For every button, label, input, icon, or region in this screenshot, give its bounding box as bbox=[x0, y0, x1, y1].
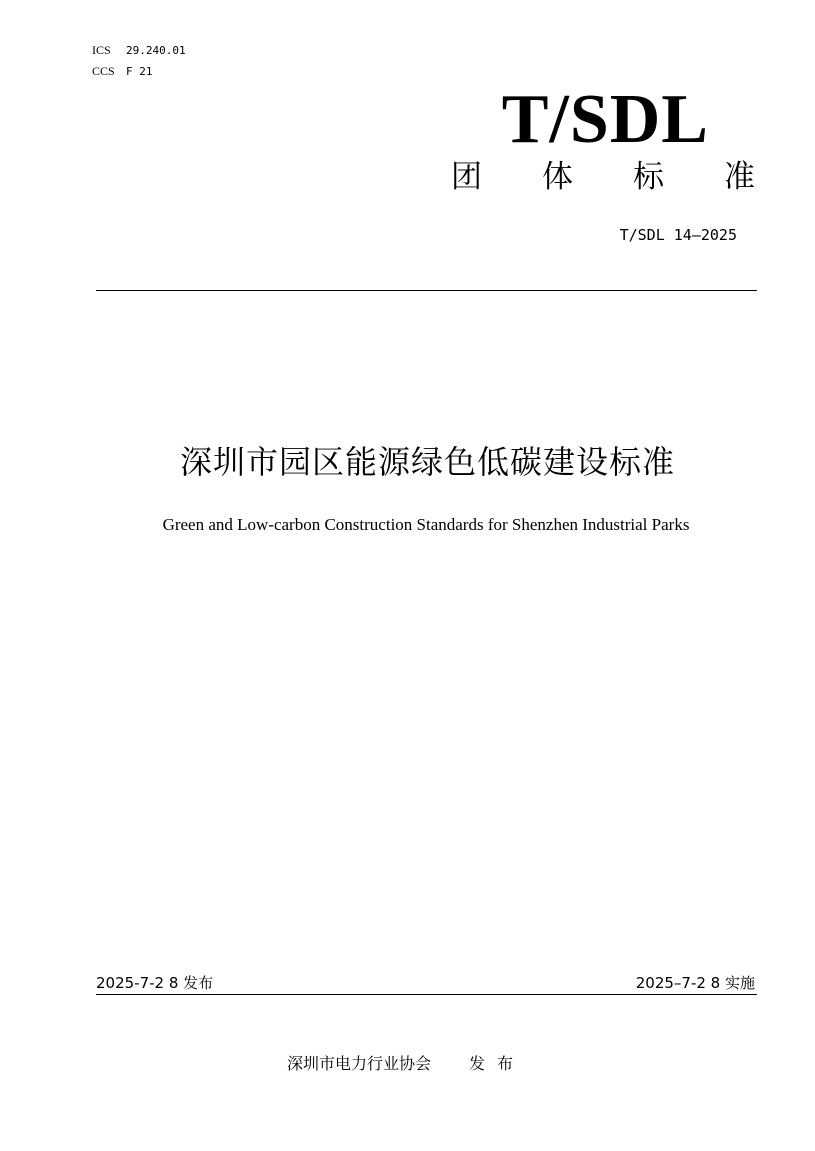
ics-value: 29.240.01 bbox=[126, 44, 186, 57]
standard-type-char: 体 bbox=[542, 159, 573, 195]
footer-divider bbox=[96, 994, 757, 995]
classification-codes bbox=[92, 40, 186, 82]
standard-type-char: 准 bbox=[724, 159, 755, 195]
standard-type-char: 团 bbox=[451, 159, 482, 195]
implementation-date: 2025–7-2 8 实施 bbox=[635, 974, 755, 992]
standard-number: T/SDL 14—2025 bbox=[619, 226, 737, 244]
publisher-name: 深圳市电力行业协会 bbox=[287, 1054, 432, 1073]
standard-mark: T/SDL bbox=[501, 81, 709, 158]
issue-date: 2025-7-2 8 发布 bbox=[96, 974, 214, 992]
document-title-chinese: 深圳市园区能源绿色低碳建设标准 bbox=[179, 443, 675, 481]
document-title-english: Green and Low-carbon Construction Standards for Shenzhen Industrial Parks bbox=[162, 515, 690, 534]
ccs-code bbox=[92, 61, 186, 82]
ics-label: ICS bbox=[92, 43, 111, 57]
publisher-line bbox=[287, 1053, 525, 1075]
standard-type-char: 标 bbox=[633, 159, 664, 195]
standard-type bbox=[451, 157, 755, 197]
ccs-value: F 21 bbox=[126, 65, 153, 78]
publish-word: 发布 bbox=[469, 1054, 526, 1073]
ccs-label: CCS bbox=[92, 64, 115, 78]
ics-code bbox=[92, 40, 186, 61]
header-divider bbox=[96, 290, 757, 291]
